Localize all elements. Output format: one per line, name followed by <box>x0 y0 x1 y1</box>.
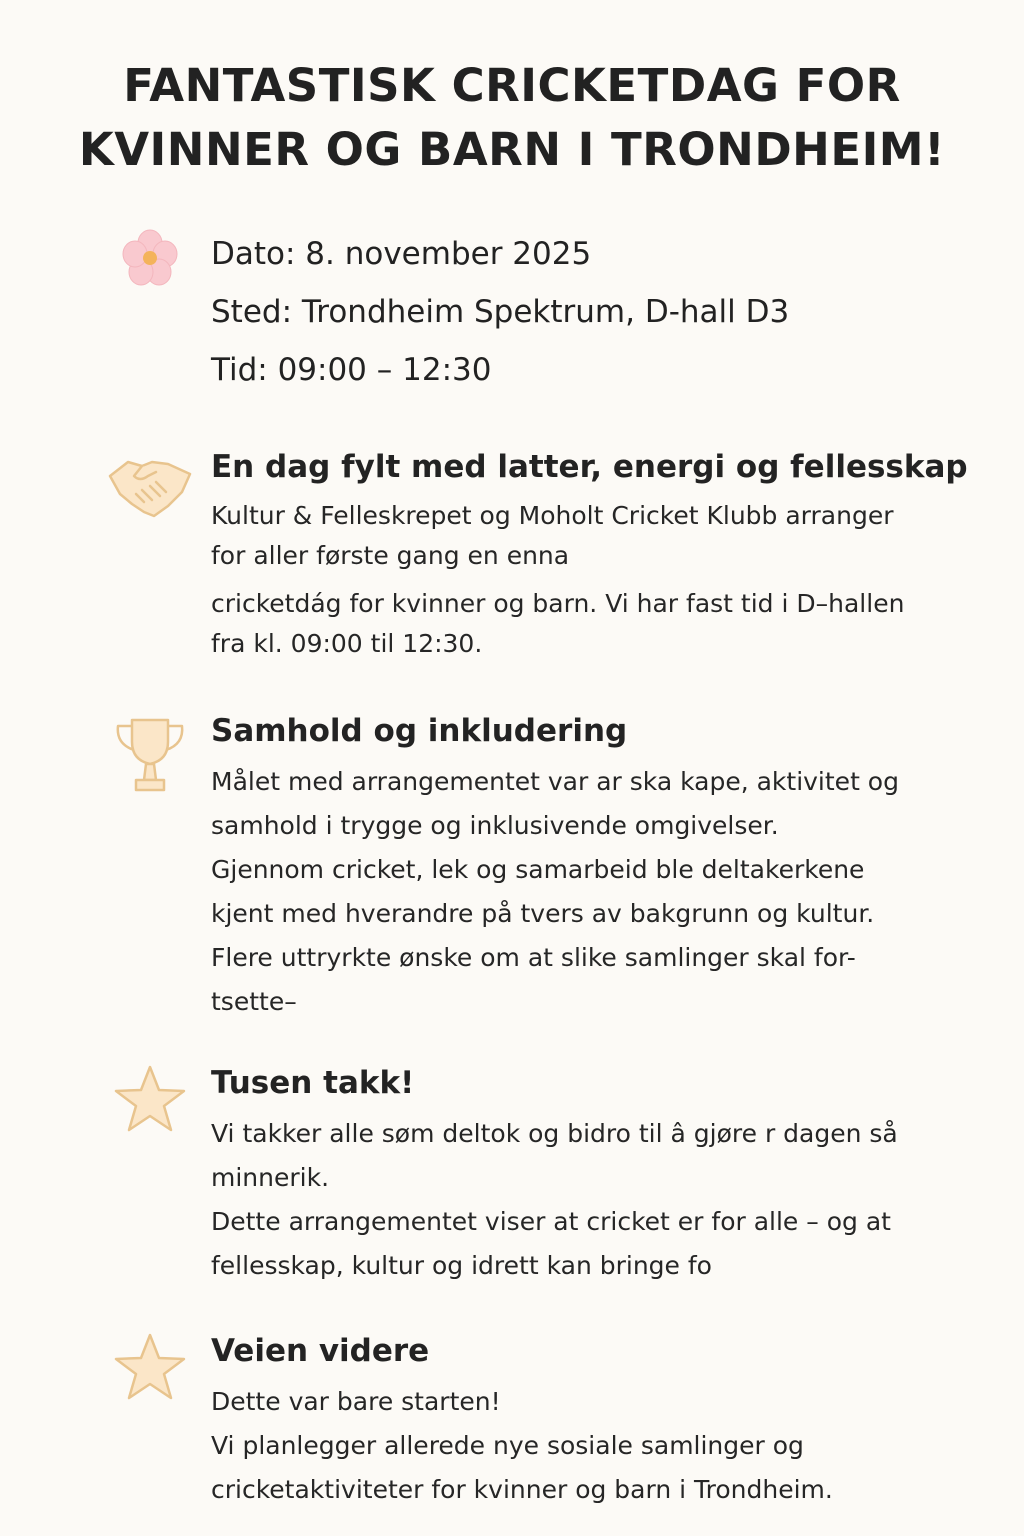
section-paragraph <box>211 496 971 576</box>
paragraph-line: minnerik. <box>211 1163 330 1192</box>
title-line-1: FANTASTISK CRICKETDAG FOR <box>123 59 901 112</box>
handshake-icon <box>104 452 196 522</box>
event-place: Sted: Trondheim Spektrum, D-hall D3 <box>211 294 790 330</box>
title-line-2: KVINNER OG BARN I TRONDHEIM! <box>78 123 946 176</box>
paragraph-line: Dette arrangementet viser at cricket er for alle – og at <box>211 1207 891 1236</box>
paragraph-line: tsette– <box>211 987 297 1016</box>
section-heading: En dag fylt med latter, energi og fellesskap <box>211 449 968 485</box>
section-takk <box>211 1062 971 1288</box>
paragraph-line: for aller første gang en enna <box>211 541 570 570</box>
section-heading: Veien videre <box>211 1333 430 1369</box>
paragraph-line: samhold i trygge og inklusivende omgivelser. <box>211 811 779 840</box>
page-title <box>0 54 1024 182</box>
paragraph-line: Vi planlegger allerede nye sosiale samlinger og <box>211 1431 804 1460</box>
star-icon <box>104 1064 196 1134</box>
paragraph-line: Flere uttryrkte ønske om at slike samlinger skal for- <box>211 943 856 972</box>
event-date: Dato: 8. november 2025 <box>211 236 592 272</box>
paragraph-line: fra kl. 09:00 til 12:30. <box>211 629 483 658</box>
paragraph-line: Dette var bare starten! <box>211 1387 501 1416</box>
paragraph-line: cricketdág for kvinner og barn. Vi har fast tid i D–hallen <box>211 589 905 618</box>
section-fellesskap <box>211 446 971 664</box>
star-icon <box>104 1332 196 1402</box>
event-time: Tid: 09:00 – 12:30 <box>211 352 492 388</box>
section-paragraph <box>211 584 971 664</box>
flower-icon <box>104 226 196 290</box>
section-veien-videre <box>211 1330 971 1512</box>
trophy-icon <box>104 714 196 796</box>
paragraph-line: fellesskap, kultur og idrett kan bringe fo <box>211 1251 712 1280</box>
paragraph-line: Kultur & Felleskrepet og Moholt Cricket Klubb arranger <box>211 501 894 530</box>
paragraph-line: Målet med arrangementet var ar ska kape, aktivitet og <box>211 767 899 796</box>
section-samhold <box>211 710 971 1024</box>
paragraph-line: kjent med hverandre på tvers av bakgrunn og kultur. <box>211 899 875 928</box>
paragraph-line: Vi takker alle søm deltok og bidro til â gjøre r dagen så <box>211 1119 898 1148</box>
section-paragraph <box>211 1380 971 1512</box>
event-info <box>211 225 971 399</box>
section-heading: Samhold og inkludering <box>211 713 628 749</box>
section-heading: Tusen takk! <box>211 1065 415 1101</box>
paragraph-line: Gjennom cricket, lek og samarbeid ble deltakerkene <box>211 855 865 884</box>
paragraph-line: cricketaktiviteter for kvinner og barn i Trondheim. <box>211 1475 833 1504</box>
section-paragraph <box>211 1112 971 1288</box>
section-paragraph <box>211 760 971 1024</box>
